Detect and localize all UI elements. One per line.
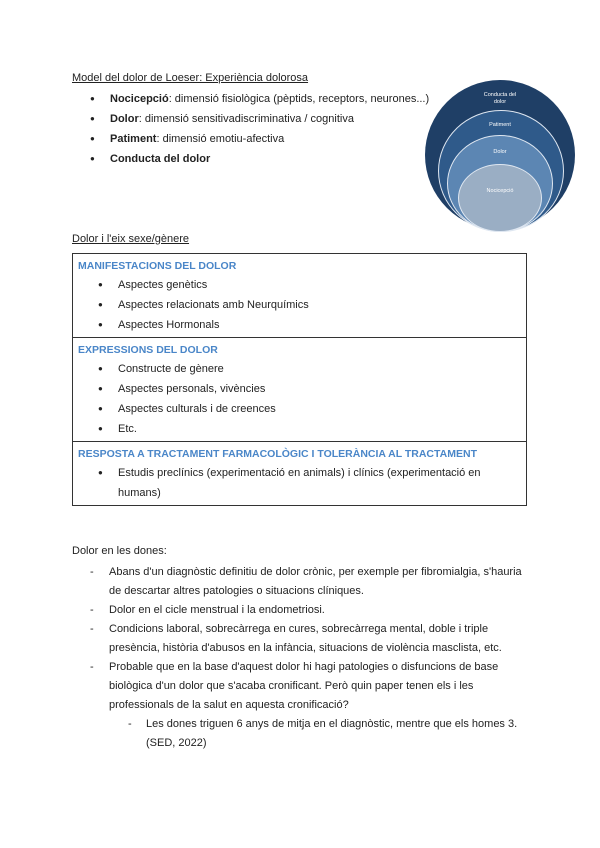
list-item: ● Constructe de gènere [98,359,521,379]
list-item: ● Estudis preclínics (experimentació en animals) i clínics (experimentació en humans) [98,463,521,503]
table-row [73,441,526,505]
row-title: RESPOSTA A TRACTAMENT FARMACOLÒGIC I TOLERÀNCIA AL TRACTAMENT [78,448,477,460]
sub-list-item: - Les dones triguen 6 anys de mitja en el diagnòstic, mentre que els homes 3. (SED, 2022) [72,715,532,753]
loeser-list [90,89,430,169]
sex-gender-heading: Dolor i l'eix sexe/gènere [72,233,190,245]
row-title: EXPRESSIONS DEL DOLOR [78,344,218,356]
table-row [73,254,526,337]
label-patiment: Patiment [489,122,511,128]
list-item: ● Etc. [98,419,521,439]
list-item: ● Aspectes relacionats amb Neurquímics [98,295,521,315]
list-item: ● Patiment: dimensió emotiu-afectiva [90,129,430,149]
list-item: - Condicions laboral, sobrecàrrega en cures, sobrecàrrega mental, doble i triple presència, història d'abusos en la infància, situacions de violència masclista, etc. [72,620,532,658]
list-item: - Abans d'un diagnòstic definitiu de dolor crònic, per exemple per fibromialgia, s'hauria de descartar altres patologies o situacions clíniques. [72,563,532,601]
label-dolor: Dolor [493,149,507,155]
list-item: ● Dolor: dimensió sensitivadiscriminativa / cognitiva [90,109,430,129]
list-item: ● Aspectes Hormonals [98,315,521,335]
circle-nocicepcio [458,164,542,232]
women-pain-heading: Dolor en les dones: [72,545,167,557]
loeser-concentric-diagram [425,80,575,230]
list-item: ● Aspectes culturals i de creences [98,399,521,419]
list-item: ● Aspectes genètics [98,275,521,295]
list-item: - Probable que en la base d'aquest dolor hi hagi patologies o disfuncions de base biològica d'un dolor que s'acaba cronificant. Però quin paper tenen els i les professionals de la salut en aquesta cronificació? [72,658,532,715]
list-item: ● Aspectes personals, vivències [98,379,521,399]
label-nocicepcio: Nocicepció [486,188,514,194]
women-pain-list [72,563,532,753]
list-item: - Dolor en el cicle menstrual i la endometriosi. [72,601,532,620]
loeser-model-heading: Model del dolor de Loeser: Experiència dolorosa [72,72,309,84]
table-row [73,337,526,441]
list-item: ● Nocicepció: dimensió fisiològica (pèptids, receptors, neurones...) [90,89,430,109]
list-item: ● Conducta del dolor [90,149,430,169]
row-title: MANIFESTACIONS DEL DOLOR [78,260,237,272]
label-conducta: Conducta del dolor [483,92,517,105]
dolor-table [72,253,527,506]
